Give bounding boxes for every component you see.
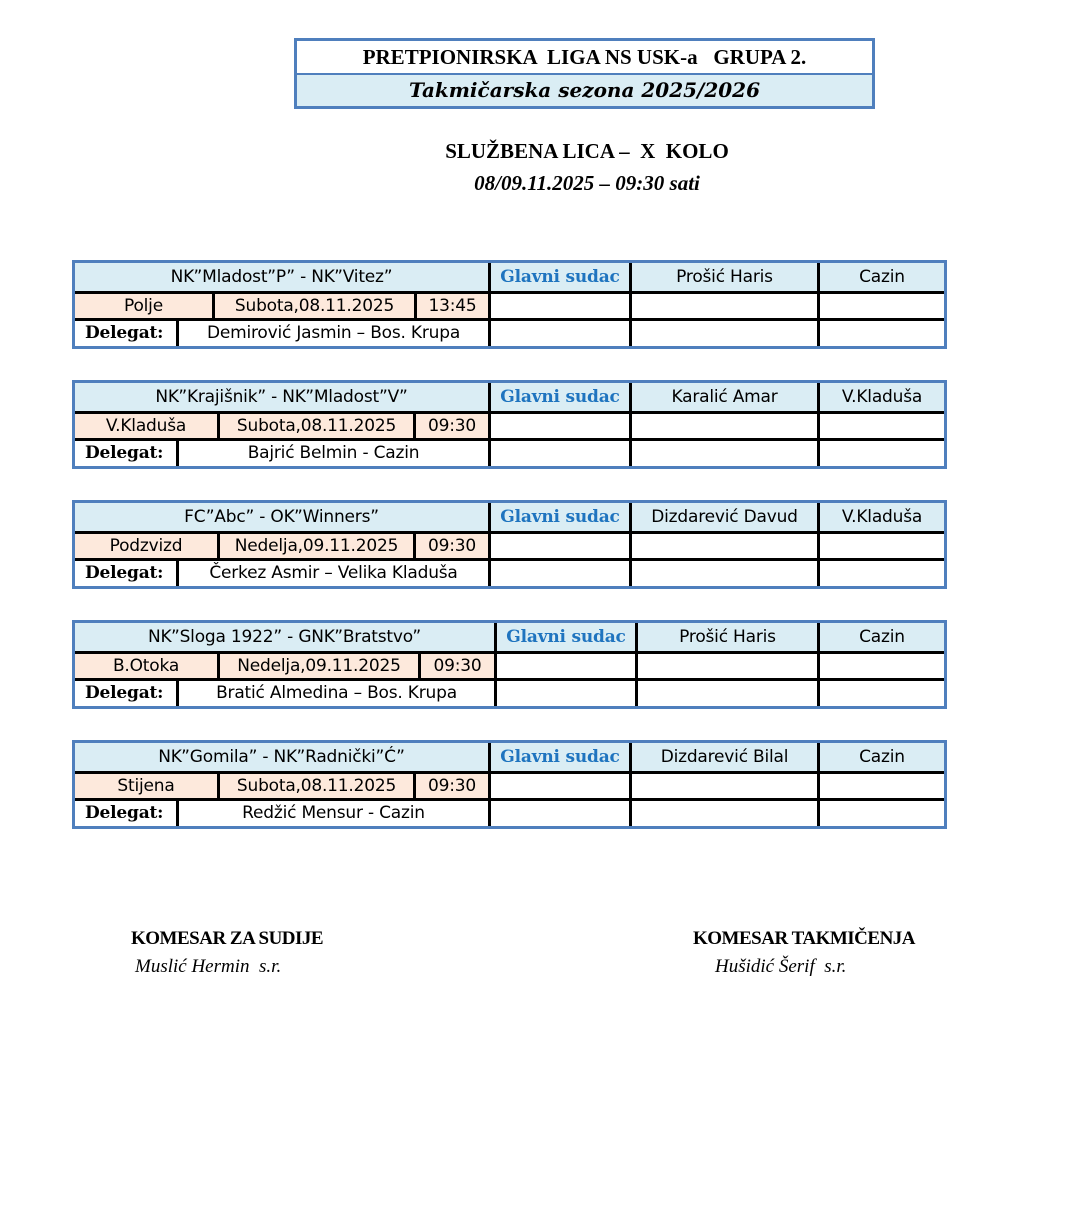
signature-title: KOMESAR TAKMIČENJA xyxy=(693,928,916,949)
empty-cell xyxy=(817,441,944,466)
empty-cell xyxy=(629,321,817,346)
delegate-label: Delegat: xyxy=(85,803,164,823)
match-time: 09:30 xyxy=(413,774,488,798)
match-table xyxy=(72,740,947,829)
match-date: Nedelja,09.11.2025 xyxy=(217,654,418,678)
signature-referee-commissioner xyxy=(131,928,323,978)
empty-cell xyxy=(488,801,629,826)
empty-cell xyxy=(817,561,944,586)
referee-label: Glavni sudac xyxy=(494,623,635,651)
empty-cell xyxy=(635,654,817,678)
referee-city: V.Kladuša xyxy=(817,503,944,531)
league-title-box xyxy=(294,38,875,109)
referee-name: Prošić Haris xyxy=(629,263,817,291)
match-time: 09:30 xyxy=(418,654,494,678)
delegate-label: Delegat: xyxy=(85,563,164,583)
match-teams: NK”Gomila” - NK”Radnički”Ć” xyxy=(158,747,405,767)
league-title: PRETPIONIRSKA LIGA NS USK-a GRUPA 2. xyxy=(297,41,872,75)
empty-cell xyxy=(494,681,635,706)
referee-city: Cazin xyxy=(817,623,944,651)
empty-cell xyxy=(488,321,629,346)
match-venue: Polje xyxy=(75,294,212,318)
referee-label: Glavni sudac xyxy=(488,263,629,291)
delegate-name: Redžić Mensur - Cazin xyxy=(176,801,488,826)
match-table xyxy=(72,380,947,469)
empty-cell xyxy=(817,654,944,678)
delegate-label: Delegat: xyxy=(85,683,164,703)
empty-cell xyxy=(488,774,629,798)
empty-cell xyxy=(817,774,944,798)
match-time: 09:30 xyxy=(413,414,488,438)
match-table xyxy=(72,260,947,349)
officials-heading: SLUŽBENA LICA – X KOLO xyxy=(445,139,729,163)
empty-cell xyxy=(488,441,629,466)
empty-cell xyxy=(817,681,944,706)
empty-cell xyxy=(629,414,817,438)
empty-cell xyxy=(488,534,629,558)
referee-label: Glavni sudac xyxy=(488,743,629,771)
referee-name: Dizdarević Davud xyxy=(629,503,817,531)
empty-cell xyxy=(488,561,629,586)
empty-cell xyxy=(817,414,944,438)
empty-cell xyxy=(635,681,817,706)
delegate-name: Demirović Jasmin – Bos. Krupa xyxy=(176,321,488,346)
match-date: Subota,08.11.2025 xyxy=(217,414,413,438)
delegate-name: Bratić Almedina – Bos. Krupa xyxy=(176,681,494,706)
match-venue: V.Kladuša xyxy=(75,414,217,438)
referee-name: Prošić Haris xyxy=(635,623,817,651)
empty-cell xyxy=(494,654,635,678)
match-venue: Stijena xyxy=(75,774,217,798)
empty-cell xyxy=(629,294,817,318)
delegate-name: Čerkez Asmir – Velika Kladuša xyxy=(176,561,488,586)
referee-label: Glavni sudac xyxy=(488,503,629,531)
referee-name: Dizdarević Bilal xyxy=(629,743,817,771)
delegate-name: Bajrić Belmin - Cazin xyxy=(176,441,488,466)
match-date: Subota,08.11.2025 xyxy=(212,294,414,318)
referee-label: Glavni sudac xyxy=(488,383,629,411)
match-time: 13:45 xyxy=(414,294,488,318)
empty-cell xyxy=(629,774,817,798)
empty-cell xyxy=(629,534,817,558)
match-time: 09:30 xyxy=(413,534,488,558)
match-venue: Podzvizd xyxy=(75,534,217,558)
empty-cell xyxy=(817,801,944,826)
match-teams: FC”Abc” - OK”Winners” xyxy=(184,507,379,527)
delegate-label: Delegat: xyxy=(85,443,164,463)
delegate-label: Delegat: xyxy=(85,323,164,343)
signature-competition-commissioner xyxy=(693,928,915,978)
signature-name: Hušidić Šerif s.r. xyxy=(715,956,847,977)
empty-cell xyxy=(817,294,944,318)
referee-city: Cazin xyxy=(817,263,944,291)
season-title: Takmičarska sezona 2025/2026 xyxy=(297,75,872,106)
empty-cell xyxy=(629,441,817,466)
referee-name: Karalić Amar xyxy=(629,383,817,411)
empty-cell xyxy=(629,561,817,586)
empty-cell xyxy=(488,294,629,318)
signature-name: Muslić Hermin s.r. xyxy=(135,956,282,977)
match-date: Nedelja,09.11.2025 xyxy=(217,534,413,558)
empty-cell xyxy=(488,414,629,438)
referee-city: Cazin xyxy=(817,743,944,771)
empty-cell xyxy=(817,321,944,346)
round-date-time: 08/09.11.2025 – 09:30 sati xyxy=(474,171,700,195)
match-teams: NK”Sloga 1922” - GNK”Bratstvo” xyxy=(148,627,421,647)
match-table xyxy=(72,500,947,589)
match-venue: B.Otoka xyxy=(75,654,217,678)
match-teams: NK”Mladost”P” - NK”Vitez” xyxy=(170,267,393,287)
match-teams: NK”Krajišnik” - NK”Mladost”V” xyxy=(155,387,408,407)
match-date: Subota,08.11.2025 xyxy=(217,774,413,798)
referee-city: V.Kladuša xyxy=(817,383,944,411)
empty-cell xyxy=(817,534,944,558)
empty-cell xyxy=(629,801,817,826)
signature-title: KOMESAR ZA SUDIJE xyxy=(131,928,324,949)
match-table xyxy=(72,620,947,709)
